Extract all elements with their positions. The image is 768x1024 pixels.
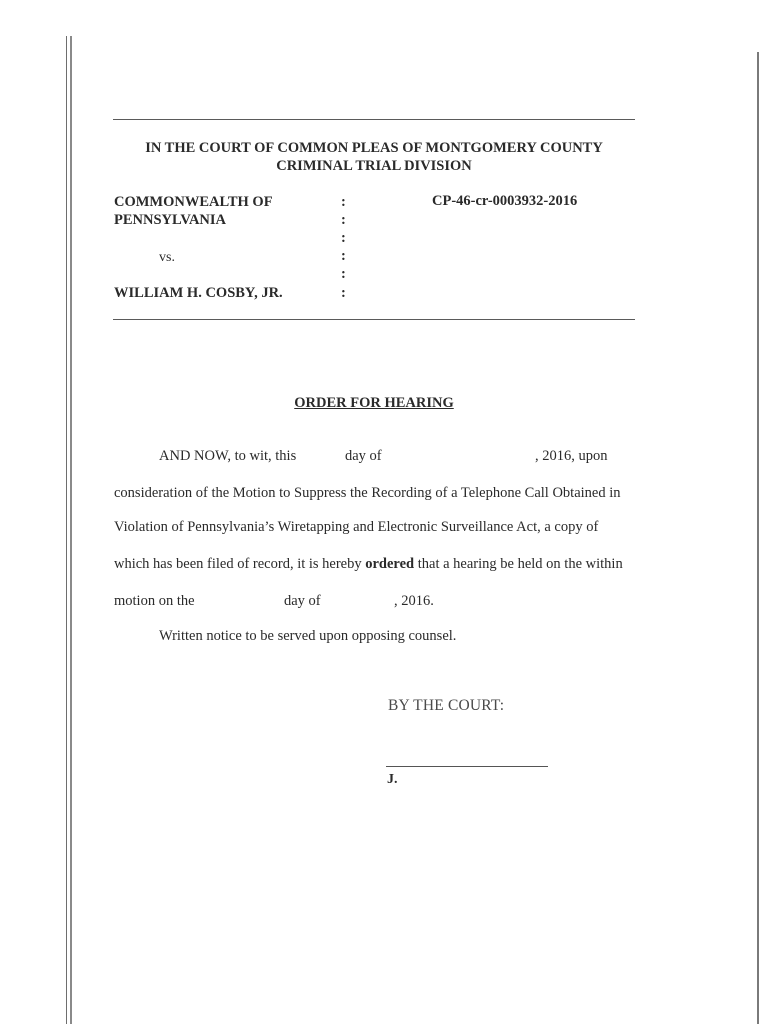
caption-separator: :	[341, 248, 346, 264]
header-rule-bottom	[113, 319, 635, 320]
order-line-5a: motion on the	[114, 593, 195, 609]
scan-edge-left-outer	[66, 36, 67, 1024]
order-line-3: Violation of Pennsylvania’s Wiretapping and Electronic Surveillance Act, a copy of	[114, 519, 599, 535]
order-line-1c: , 2016, upon	[535, 448, 608, 464]
order-line-5b: day of	[284, 593, 321, 609]
by-the-court-label: BY THE COURT:	[388, 697, 505, 714]
versus-label: vs.	[159, 250, 175, 265]
scan-edge-right	[757, 52, 759, 1024]
caption-separator: :	[341, 230, 346, 246]
plaintiff-name-line1: COMMONWEALTH OF	[114, 194, 273, 210]
notice-text: Written notice to be served upon opposing counsel.	[159, 628, 457, 644]
court-name: IN THE COURT OF COMMON PLEAS OF MONTGOMERY COUNTY	[145, 140, 603, 156]
scan-edge-left-inner	[70, 36, 72, 1024]
caption-separator: :	[341, 212, 346, 228]
order-line-1b: day of	[345, 448, 382, 464]
caption-separator: :	[341, 285, 346, 301]
plaintiff-name-line2: PENNSYLVANIA	[114, 212, 227, 228]
order-line-4b: that a hearing be held on the within	[417, 556, 623, 572]
court-division: CRIMINAL TRIAL DIVISION	[276, 158, 472, 174]
order-line-4a: which has been filed of record, it is hereby	[114, 556, 362, 572]
order-line-1a: AND NOW, to wit, this	[159, 448, 297, 464]
order-line-2: consideration of the Motion to Suppress the Recording of a Telephone Call Obtained in	[114, 485, 621, 501]
court-header	[113, 139, 635, 175]
ordered-keyword: ordered	[365, 556, 415, 572]
order-title: ORDER FOR HEARING	[294, 395, 454, 411]
judge-suffix: J.	[387, 772, 398, 787]
defendant-name: WILLIAM H. COSBY, JR.	[114, 285, 283, 301]
caption-separator: :	[341, 194, 346, 210]
order-line-5c: , 2016.	[394, 593, 434, 609]
order-line-4	[114, 555, 623, 573]
docket-number: CP-46-cr-0003932-2016	[432, 193, 578, 209]
caption-separator: :	[341, 266, 346, 282]
header-rule-top	[113, 119, 635, 120]
signature-line	[386, 766, 548, 767]
